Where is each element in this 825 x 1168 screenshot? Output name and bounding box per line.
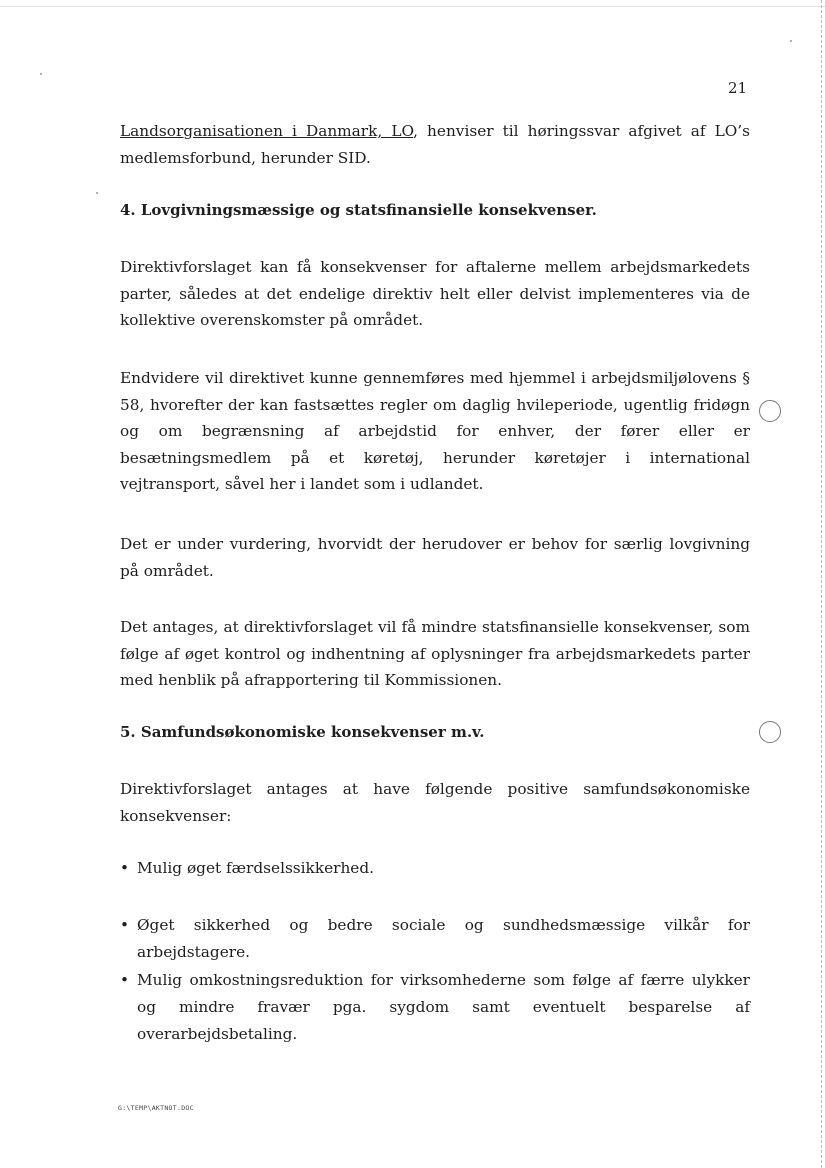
scan-speck — [40, 73, 42, 75]
list-item: • Øget sikkerhed og bedre sociale og sundhedsmæssige vilkår for arbejdstagere. — [120, 912, 750, 966]
list-item: • Mulig omkostningsreduktion for virksomhederne som følge af færre ulykker og mindre fravær pga. sygdom samt eventuelt besparelse af overarbejdsbetaling. — [120, 967, 750, 1048]
bullet-icon: • — [120, 971, 130, 989]
section-4-paragraph-3: Det er under vurdering, hvorvidt der herudover er behov for særlig lovgivning på området. — [120, 535, 750, 580]
page-number: 21 — [728, 79, 748, 97]
section-5-intro: Direktivforslaget antages at have følgende positive samfundsøkonomiske konsekvenser: — [120, 780, 750, 825]
bullet-list — [120, 967, 750, 1048]
footer-file-path: G:\TEMP\AKTNOT.DOC — [118, 1104, 194, 1112]
punch-hole-icon — [759, 400, 781, 422]
section-4-paragraph-2: Endvidere vil direktivet kunne gennemføres med hjemmel i arbejdsmiljølovens § 58, hvorefter der kan fastsættes regler om daglig hvileperiode, ugentlig fridøgn og om begrænsning af arbejdstid for enhver, der fører eller er besætningsmedlem på et køretøj, herunder køretøjer i international vejtransport, såvel her i landet som i udlandet. — [120, 369, 750, 493]
section-4-paragraph-1: Direktivforslaget kan få konsekvenser for aftalerne mellem arbejdsmarkedets parter, således at det endelige direktiv helt eller delvist implementeres via de kollektive overenskomster på området. — [120, 258, 750, 329]
scan-speck — [790, 40, 792, 42]
scan-right-edge — [819, 0, 822, 1168]
section-4-paragraph-4: Det antages, at direktivforslaget vil få mindre statsfinansielle konsekvenser, som følge af øget kontrol og indhentning af oplysninger fra arbejdsmarkedets parter med henblik på afrapportering til Kommissionen. — [120, 618, 750, 689]
section-4-heading: 4. Lovgivningsmæssige og statsfinansielle konsekvenser. — [120, 201, 597, 219]
bullet-list — [120, 912, 750, 966]
scan-top-edge — [0, 6, 825, 7]
bullet-list — [120, 855, 750, 882]
punch-hole-icon — [759, 721, 781, 743]
org-name: Landsorganisationen i Danmark, LO — [120, 122, 414, 140]
scan-speck — [96, 192, 98, 194]
intro-rest: , henviser til høringssvar afgivet af LO’s medlemsforbund, herunder SID. — [120, 122, 750, 167]
section-5-heading: 5. Samfundsøkonomiske konsekvenser m.v. — [120, 723, 485, 741]
intro-paragraph — [120, 118, 750, 171]
list-item: • Mulig øget færdselssikkerhed. — [120, 855, 750, 882]
bullet-icon: • — [120, 859, 130, 877]
bullet-icon: • — [120, 916, 130, 934]
